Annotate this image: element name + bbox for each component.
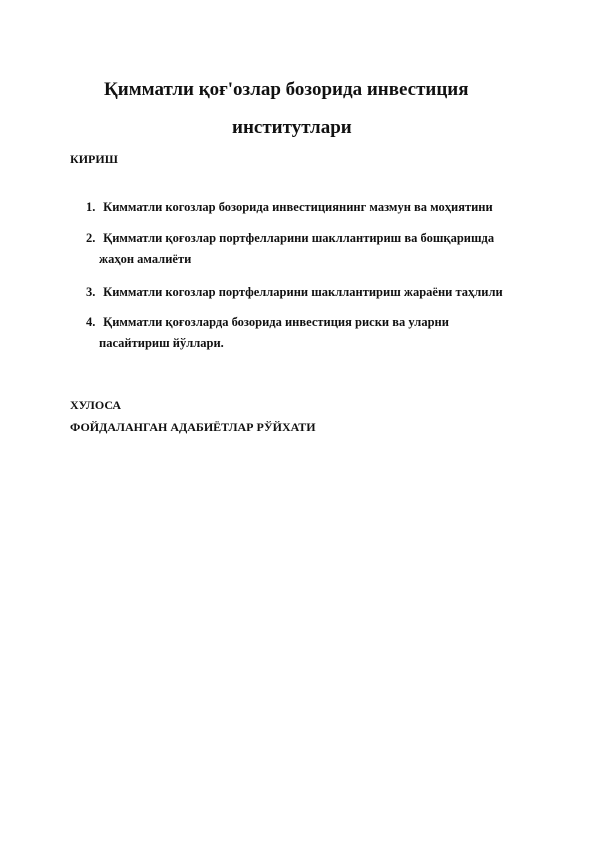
toc-item-number: 1. — [86, 200, 96, 214]
section-heading-conclusion: ХУЛОСА — [70, 398, 122, 412]
toc-item — [86, 228, 495, 266]
toc-item-text: Қимматли қоғозларда бозорида инвестиция риски ва уларни — [103, 315, 449, 329]
section-heading-references: ФОЙДАЛАНГАН АДАБИЁТЛАР РЎЙХАТИ — [70, 420, 316, 434]
document-title-line-2: институтлари — [232, 117, 352, 138]
toc-item-continuation: пасайтириш йўллари. — [99, 336, 224, 350]
toc-item — [86, 312, 449, 350]
toc-item-continuation: жаҳон амалиёти — [99, 252, 192, 266]
toc-item — [86, 282, 503, 302]
toc-item-text: Қимматли қоғозлар портфелларини шакллантириш ва бошқаришда — [103, 231, 495, 245]
toc-item-number: 2. — [86, 231, 96, 245]
toc-item — [86, 197, 493, 217]
section-heading-intro: КИРИШ — [70, 152, 118, 166]
toc-item-number: 3. — [86, 285, 96, 299]
toc-item-number: 4. — [86, 315, 96, 329]
document-title-line-1: Қимматли қоғ'озлар бозорида инвестиция — [104, 79, 469, 100]
toc-item-text: Кимматли когозлар бозорида инвестициянинг мазмун ва моҳиятини — [103, 200, 493, 214]
toc-item-text: Кимматли когозлар портфелларини шакллантириш жараёни таҳлили — [103, 285, 503, 299]
